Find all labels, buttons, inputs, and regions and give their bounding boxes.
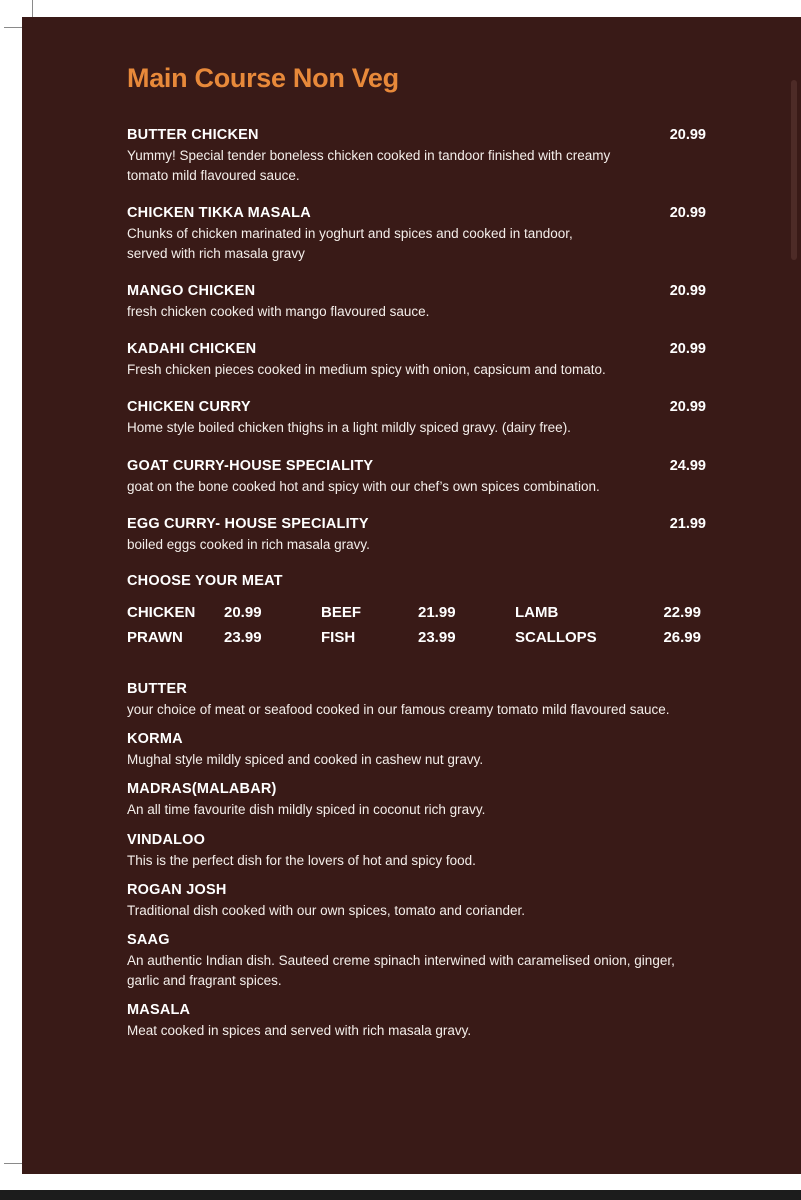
dish-description: goat on the bone cooked hot and spicy with our chef’s own spices combination. — [127, 479, 600, 494]
dish-name: CHICKEN TIKKA MASALA — [127, 205, 311, 221]
menu-page — [22, 17, 801, 1174]
curry-style-item — [127, 730, 747, 770]
curry-style-description: Mughal style mildly spiced and cooked in cashew nut gravy. — [127, 752, 484, 767]
curry-style-description: your choice of meat or seafood cooked in our famous creamy tomato mild flavoured sauce. — [127, 702, 670, 717]
meat-option-price: 20.99 — [224, 604, 262, 621]
dish-price: 24.99 — [669, 458, 706, 474]
dish-name: GOAT CURRY-HOUSE SPECIALITY — [127, 458, 374, 474]
curry-style-name: MADRAS(MALABAR) — [127, 781, 277, 797]
crop-mark-left-bottom — [4, 1163, 24, 1164]
viewer-left-margin — [0, 0, 22, 1200]
scrollbar-thumb[interactable] — [791, 80, 797, 260]
meat-option-name: PRAWN — [127, 629, 183, 646]
dish-item — [127, 204, 706, 263]
curry-style-name: KORMA — [127, 731, 183, 747]
dish-item — [127, 398, 706, 438]
curry-style-description: Meat cooked in spices and served with rich masala gravy. — [127, 1023, 472, 1038]
curry-style-item — [127, 881, 747, 921]
dish-name: EGG CURRY- HOUSE SPECIALITY — [127, 516, 369, 532]
dish-item — [127, 282, 706, 322]
dish-item — [127, 126, 706, 185]
dish-description: Home style boiled chicken thighs in a light mildly spiced gravy. (dairy free). — [127, 420, 571, 435]
dish-item — [127, 457, 706, 497]
curry-style-name: SAAG — [127, 932, 170, 948]
dish-item — [127, 515, 706, 555]
dish-price: 20.99 — [669, 341, 706, 357]
meat-option-price: 23.99 — [224, 629, 262, 646]
meat-option-name: CHICKEN — [127, 604, 196, 621]
curry-style-description: An all time favourite dish mildly spiced in coconut rich gravy. — [127, 802, 486, 817]
dish-price: 21.99 — [669, 516, 706, 532]
curry-style-item — [127, 831, 747, 871]
meat-option-name: SCALLOPS — [515, 629, 597, 646]
curry-style-name: ROGAN JOSH — [127, 882, 227, 898]
dish-description: Chunks of chicken marinated in yoghurt and spices and cooked in tandoor, served with rich masala gravy — [127, 226, 573, 261]
curry-style-name: VINDALOO — [127, 832, 206, 848]
dish-price: 20.99 — [669, 205, 706, 221]
curry-style-item — [127, 931, 747, 990]
curry-style-item — [127, 780, 747, 820]
curry-style-description: Traditional dish cooked with our own spices, tomato and coriander. — [127, 903, 525, 918]
curry-style-item — [127, 680, 747, 720]
curry-style-name: MASALA — [127, 1002, 191, 1018]
meat-option-price: 23.99 — [418, 629, 456, 646]
curry-style-description: An authentic Indian dish. Sauteed creme spinach interwined with caramelised onion, ginger, garlic and fragrant spices. — [127, 953, 675, 988]
crop-mark-left-top — [4, 27, 24, 28]
meat-option-price: 26.99 — [663, 629, 701, 646]
dish-item — [127, 340, 706, 380]
dish-name: KADAHI CHICKEN — [127, 341, 257, 357]
crop-mark-top — [32, 0, 33, 17]
meat-option-price: 21.99 — [418, 604, 456, 621]
dish-price: 20.99 — [669, 399, 706, 415]
curry-style-name: BUTTER — [127, 681, 188, 697]
dish-name: CHICKEN CURRY — [127, 399, 251, 415]
curry-style-description: This is the perfect dish for the lovers of hot and spicy food. — [127, 853, 476, 868]
meat-option-price: 22.99 — [663, 604, 701, 621]
dish-price: 20.99 — [669, 127, 706, 143]
dish-name: BUTTER CHICKEN — [127, 127, 259, 143]
viewer-top-margin — [0, 0, 801, 17]
meat-option-name: LAMB — [515, 604, 559, 621]
dish-description: boiled eggs cooked in rich masala gravy. — [127, 537, 370, 552]
meat-option-name: BEEF — [321, 604, 362, 621]
curry-style-item — [127, 1001, 747, 1041]
page-title: Main Course Non Veg — [127, 63, 399, 93]
choose-meat-heading: CHOOSE YOUR MEAT — [127, 573, 283, 589]
meat-option-name: FISH — [321, 629, 356, 646]
dish-name: MANGO CHICKEN — [127, 283, 256, 299]
viewer-bottom-bar — [0, 1190, 801, 1200]
dish-price: 20.99 — [669, 283, 706, 299]
dish-description: Fresh chicken pieces cooked in medium spicy with onion, capsicum and tomato. — [127, 362, 606, 377]
dish-description: fresh chicken cooked with mango flavoured sauce. — [127, 304, 430, 319]
dish-description: Yummy! Special tender boneless chicken cooked in tandoor finished with creamy tomato mild flavoured sauce. — [127, 148, 611, 183]
